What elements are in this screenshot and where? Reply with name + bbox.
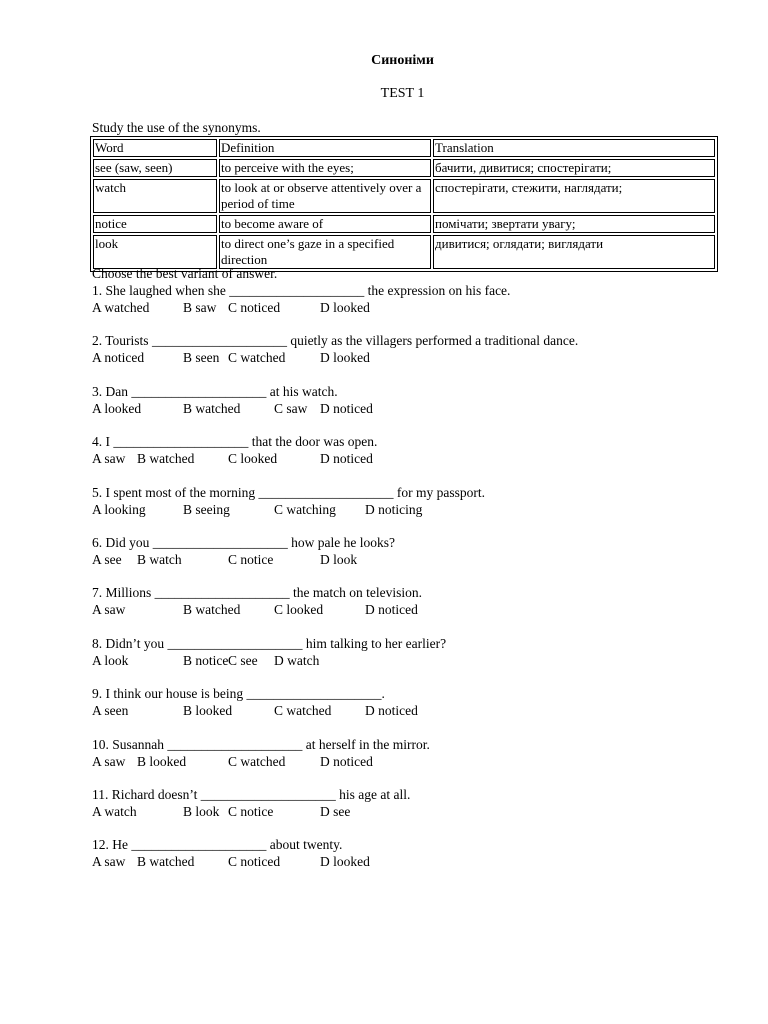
answer-option[interactable]: A watch (92, 803, 137, 819)
answer-option[interactable]: B saw (183, 300, 217, 315)
answer-option[interactable]: C notice (228, 803, 274, 819)
answer-option[interactable]: B watched (137, 451, 195, 467)
table-cell: see (saw, seen) (93, 159, 217, 177)
question-text: 4. I ____________________ that the door was open. (92, 434, 378, 450)
answer-option[interactable]: D looked (320, 300, 370, 315)
answer-options (92, 753, 732, 770)
table-header-cell: Word (93, 139, 217, 157)
answer-option[interactable]: D noticed (320, 451, 373, 467)
table-header-cell: Definition (219, 139, 431, 157)
table-cell: watch (93, 179, 217, 213)
answer-option[interactable]: B watched (183, 602, 241, 618)
answer-option[interactable]: C saw (274, 400, 308, 416)
answer-option[interactable]: A looked (92, 400, 142, 416)
question-text: 7. Millions ____________________ the match on television. (92, 585, 422, 601)
answer-option[interactable]: B notice (183, 652, 229, 668)
question-text: 11. Richard doesn’t ____________________ his age at all. (92, 786, 411, 802)
answer-option[interactable]: A saw (92, 602, 126, 618)
table-header-cell: Translation (433, 139, 715, 157)
question-item (92, 786, 732, 836)
answer-options (92, 501, 732, 518)
answer-option[interactable]: C see (228, 652, 258, 668)
answer-options (92, 400, 732, 417)
answer-option[interactable]: B looked (183, 703, 233, 719)
answer-option[interactable]: D looked (320, 854, 370, 870)
table-row (93, 159, 715, 177)
question-text: 10. Susannah ____________________ at herself in the mirror. (92, 736, 430, 752)
answer-option[interactable]: A watched (92, 300, 150, 315)
question-item (92, 282, 732, 332)
table-row (93, 235, 715, 269)
question-text: 9. I think our house is being ____________________. (92, 686, 385, 702)
answer-option[interactable]: B looked (137, 753, 187, 769)
answer-option[interactable]: C noticed (228, 300, 281, 315)
question-item (92, 584, 732, 634)
answer-option[interactable]: A seen (92, 703, 129, 719)
table-cell: to perceive with the eyes; (219, 159, 431, 177)
question-text: 3. Dan ____________________ at his watch. (92, 383, 338, 399)
answer-option[interactable]: C watched (228, 350, 286, 366)
answer-option[interactable]: C watching (274, 501, 336, 517)
answer-option[interactable]: B seen (183, 350, 220, 366)
answer-option[interactable]: C looked (228, 451, 278, 467)
answer-options (92, 299, 732, 316)
answer-option[interactable]: D noticed (320, 753, 373, 769)
answer-option[interactable]: A saw (92, 451, 126, 467)
question-item (92, 736, 732, 786)
answer-option[interactable]: A looking (92, 501, 146, 517)
table-row (93, 179, 715, 213)
question-text: 5. I spent most of the morning ____________________ for my passport. (92, 484, 485, 500)
answer-option[interactable]: C watched (274, 703, 332, 719)
table-cell: спостерігати, стежити, наглядати; (433, 179, 715, 213)
answer-options (92, 601, 732, 618)
question-item (92, 433, 732, 483)
answer-option[interactable]: D look (320, 551, 358, 567)
question-text: 2. Tourists ____________________ quietly as the villagers performed a traditional dance. (92, 333, 579, 349)
answer-option[interactable]: D noticed (365, 703, 418, 719)
answer-options (92, 551, 732, 568)
answer-option[interactable]: D looked (320, 350, 370, 366)
answer-options (92, 349, 732, 366)
answer-option[interactable]: A saw (92, 753, 126, 769)
answer-option[interactable]: A look (92, 652, 129, 668)
synonyms-table (90, 136, 718, 272)
instruction-text: Choose the best variant of answer. (92, 266, 278, 281)
answer-option[interactable]: C watched (228, 753, 286, 769)
table-header-row (93, 139, 715, 157)
question-item (92, 484, 732, 534)
table-cell: to direct one’s gaze in a specified direction (219, 235, 431, 269)
answer-option[interactable]: C noticed (228, 854, 281, 870)
answer-options (92, 803, 732, 820)
table-cell: дивитися; оглядати; виглядати (433, 235, 715, 269)
answer-option[interactable]: C looked (274, 602, 324, 618)
question-text: 1. She laughed when she ____________________ the expression on his face. (92, 283, 511, 298)
answer-option[interactable]: B watch (137, 551, 182, 567)
answer-option[interactable]: A saw (92, 854, 126, 870)
answer-option[interactable]: B seeing (183, 501, 230, 517)
answer-option[interactable]: D see (320, 803, 351, 819)
table-cell: look (93, 235, 217, 269)
table-cell: to look at or observe attentively over a period of time (219, 179, 431, 213)
question-text: 6. Did you ____________________ how pale he looks? (92, 534, 395, 550)
question-item (92, 383, 732, 433)
answer-option[interactable]: B look (183, 803, 220, 819)
table-cell: to become aware of (219, 215, 431, 233)
answer-option[interactable]: B watched (137, 854, 195, 870)
table-cell: помічати; звертати увагу; (433, 215, 715, 233)
question-item (92, 836, 732, 886)
question-item (92, 534, 732, 584)
question-text: 12. He ____________________ about twenty. (92, 837, 343, 853)
answer-option[interactable]: C notice (228, 551, 274, 567)
question-item (92, 635, 732, 685)
answer-option[interactable]: D noticing (365, 501, 423, 517)
table-cell: бачити, дивитися; спостерігати; (433, 159, 715, 177)
question-item (92, 685, 732, 735)
question-item (92, 332, 732, 382)
questions-list (92, 282, 732, 887)
table-row (93, 215, 715, 233)
test-title: TEST 1 (380, 86, 425, 101)
answer-option[interactable]: B watched (183, 400, 241, 416)
answer-options (92, 652, 732, 669)
answer-options (92, 853, 732, 870)
page-title: Синоніми (371, 53, 434, 68)
table-cell: notice (93, 215, 217, 233)
answer-option[interactable]: A see (92, 551, 122, 567)
answer-option[interactable]: D noticed (320, 400, 373, 416)
answer-option[interactable]: A noticed (92, 350, 145, 366)
answer-option[interactable]: D noticed (365, 602, 418, 618)
question-text: 8. Didn’t you ____________________ him talking to her earlier? (92, 635, 447, 651)
intro-text: Study the use of the synonyms. (92, 120, 261, 135)
answer-option[interactable]: D watch (274, 652, 320, 668)
answer-options (92, 702, 732, 719)
answer-options (92, 450, 732, 467)
